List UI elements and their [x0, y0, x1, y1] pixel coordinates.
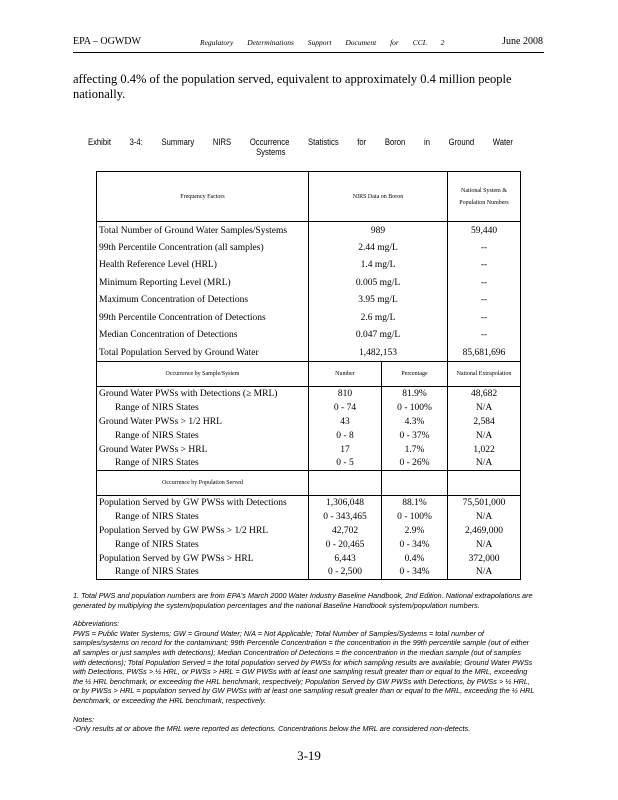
row-percentage: 2.9%	[382, 524, 448, 538]
range-number: 0 - 343,465	[309, 510, 382, 524]
table-row	[97, 510, 521, 524]
range-label: Range of NIRS States	[97, 566, 309, 580]
stat-label: Median Concentration of Detections	[97, 327, 309, 345]
notes-title: Notes:	[73, 714, 95, 724]
stat-value: 0.005 mg/L	[309, 274, 448, 292]
caption-word: Summary	[161, 137, 195, 147]
header-frequency-factors: Frequency Factors	[97, 172, 309, 222]
table-row	[97, 524, 521, 538]
range-percentage: 0 - 37%	[382, 429, 448, 443]
table-row	[97, 471, 521, 496]
stat-national: 59,440	[448, 222, 521, 240]
caption-word: NIRS	[212, 137, 232, 147]
row-national: 2,584	[448, 415, 521, 429]
range-number: 0 - 20,465	[309, 538, 382, 552]
header-nirs-data: NIRS Data on Boron	[309, 172, 448, 222]
row-percentage: 88.1%	[382, 496, 448, 510]
caption-word: Water	[492, 137, 513, 147]
table-row	[97, 552, 521, 566]
header-percentage: Percentage	[382, 362, 448, 387]
range-number: 0 - 8	[309, 429, 382, 443]
table-row	[97, 257, 521, 275]
caption-line2: Systems	[256, 147, 286, 157]
header-national-extrapolation: National Extrapolation	[448, 362, 521, 387]
header-occurrence-population: Occurrence by Population Served	[97, 471, 309, 496]
stat-label: Minimum Reporting Level (MRL)	[97, 274, 309, 292]
table-row	[97, 387, 521, 401]
caption-word: Ground	[448, 137, 475, 147]
range-number: 0 - 2,500	[309, 566, 382, 580]
table-notes	[73, 591, 535, 734]
header-national-numbers: National System & Population Numbers	[448, 172, 521, 222]
table-row	[97, 327, 521, 345]
caption-word: 3-4:	[129, 137, 143, 147]
page-number: 3-19	[297, 748, 321, 763]
caption-word: in	[423, 137, 430, 147]
stat-label: Health Reference Level (HRL)	[97, 257, 309, 275]
notes-text: -Only results at or above the MRL were reported as detections. Concentrations below the MRL are considered non-detects.	[73, 724, 471, 734]
row-percentage: 81.9%	[382, 387, 448, 401]
abbreviations-text: PWS = Public Water Systems; GW = Ground Water; N/A = Not Applicable; Total Number of Samples/Systems = total number of samples/systems on record for the contaminant; 99th Percentile Concentration = the concentration in the 99th percentile sample (out of either all samples or just samples with detections); Median Concentration of Detections = the concentration in the median sample (out of samples with detections); Total Population Served = the total population served by PWSs for which sampling results are available; Ground Water PWSs with Detections, PWSs > ½ HRL, or PWSs > HRL = GW PWSs with at least one sampling result greater than or equal to the MRL, exceeding the ½ HRL benchmark, or exceeding the HRL benchmark, respectively; Population Served by GW PWSs with Detections, by PWSs > ½ HRL, or by PWSs > HRL = population served by GW PWSs with at least one sampling result greater than or equal to the MRL, exceeding the ½ HRL benchmark, or exceeding the HRL benchmark, respectively.	[73, 628, 535, 705]
caption-word: Boron	[384, 137, 406, 147]
row-label: Population Served by GW PWSs > 1/2 HRL	[97, 524, 309, 538]
stat-value: 1.4 mg/L	[309, 257, 448, 275]
row-label: Ground Water PWSs > HRL	[97, 443, 309, 457]
range-percentage: 0 - 34%	[382, 538, 448, 552]
range-national: N/A	[448, 510, 521, 524]
row-national: 372,000	[448, 552, 521, 566]
range-label: Range of NIRS States	[97, 510, 309, 524]
stat-national: --	[448, 327, 521, 345]
range-label: Range of NIRS States	[97, 429, 309, 443]
stat-national: --	[448, 292, 521, 310]
empty-cell	[382, 471, 448, 496]
table-row	[97, 172, 521, 222]
stat-value: 0.047 mg/L	[309, 327, 448, 345]
table-row	[97, 457, 521, 471]
caption-word: Occurrence	[249, 137, 290, 147]
header-date: June 2008	[502, 36, 543, 47]
range-percentage: 0 - 100%	[382, 401, 448, 415]
row-percentage: 1.7%	[382, 443, 448, 457]
row-national: 1,022	[448, 443, 521, 457]
header-number: Number	[309, 362, 382, 387]
stat-national: --	[448, 309, 521, 327]
row-percentage: 0.4%	[382, 552, 448, 566]
stat-label: 99th Percentile Concentration of Detections	[97, 309, 309, 327]
range-national: N/A	[448, 566, 521, 580]
table-row	[97, 362, 521, 387]
row-label: Population Served by GW PWSs > HRL	[97, 552, 309, 566]
caption-word: Statistics	[308, 137, 339, 147]
footnote-1: 1. Total PWS and population numbers are from EPA's March 2000 Water Industry Baseline Handbook, 2nd Edition. National extrapolations are generated by multiplying the system/population percentages and the national Baseline Handbook system/population numbers.	[73, 591, 533, 610]
table-row	[97, 566, 521, 580]
row-national: 48,682	[448, 387, 521, 401]
table-row	[97, 239, 521, 257]
range-label: Range of NIRS States	[97, 457, 309, 471]
table-row	[97, 344, 521, 362]
row-number: 1,306,048	[309, 496, 382, 510]
table-row	[97, 292, 521, 310]
table-row	[97, 274, 521, 292]
range-number: 0 - 5	[309, 457, 382, 471]
table-row	[97, 415, 521, 429]
range-national: N/A	[448, 457, 521, 471]
stat-national: 85,681,696	[448, 344, 521, 362]
row-number: 810	[309, 387, 382, 401]
range-percentage: 0 - 100%	[382, 510, 448, 524]
table-row	[97, 429, 521, 443]
stat-national: --	[448, 257, 521, 275]
stat-label: 99th Percentile Concentration (all samples)	[97, 239, 309, 257]
table-row	[97, 443, 521, 457]
exhibit-caption	[88, 137, 513, 157]
stat-value: 2.44 mg/L	[309, 239, 448, 257]
empty-cell	[309, 471, 382, 496]
intro-paragraph: affecting 0.4% of the population served, equivalent to approximately 0.4 million people nationally.	[73, 72, 512, 101]
empty-cell	[448, 471, 521, 496]
header-occurrence-system: Occurrence by Sample/System	[97, 362, 309, 387]
caption-word: Exhibit	[88, 137, 111, 147]
range-percentage: 0 - 26%	[382, 457, 448, 471]
range-label: Range of NIRS States	[97, 401, 309, 415]
table-row	[97, 309, 521, 327]
abbreviations-title: Abbreviations:	[73, 619, 120, 629]
row-label: Population Served by GW PWSs with Detections	[97, 496, 309, 510]
stat-national: --	[448, 274, 521, 292]
row-national: 2,469,000	[448, 524, 521, 538]
header-rule	[73, 52, 544, 53]
table-row	[97, 538, 521, 552]
table-row	[97, 401, 521, 415]
stat-value: 2.6 mg/L	[309, 309, 448, 327]
stat-value: 1,482,153	[309, 344, 448, 362]
occurrence-table	[96, 171, 521, 580]
table-row	[97, 222, 521, 240]
row-number: 17	[309, 443, 382, 457]
row-national: 75,501,000	[448, 496, 521, 510]
range-label: Range of NIRS States	[97, 538, 309, 552]
caption-word: for	[357, 137, 367, 147]
header-title: Regulatory Determinations Support Document for CCL 2	[200, 38, 445, 47]
row-percentage: 4.3%	[382, 415, 448, 429]
row-number: 6,443	[309, 552, 382, 566]
stat-national: --	[448, 239, 521, 257]
stat-label: Total Population Served by Ground Water	[97, 344, 309, 362]
stat-value: 3.95 mg/L	[309, 292, 448, 310]
range-national: N/A	[448, 538, 521, 552]
stat-value: 989	[309, 222, 448, 240]
row-number: 42,702	[309, 524, 382, 538]
range-national: N/A	[448, 429, 521, 443]
range-number: 0 - 74	[309, 401, 382, 415]
row-label: Ground Water PWSs > 1/2 HRL	[97, 415, 309, 429]
stat-label: Total Number of Ground Water Samples/Systems	[97, 222, 309, 240]
header-agency: EPA – OGWDW	[73, 36, 141, 47]
row-label: Ground Water PWSs with Detections (≥ MRL)	[97, 387, 309, 401]
table-row	[97, 496, 521, 510]
stat-label: Maximum Concentration of Detections	[97, 292, 309, 310]
range-national: N/A	[448, 401, 521, 415]
row-number: 43	[309, 415, 382, 429]
range-percentage: 0 - 34%	[382, 566, 448, 580]
